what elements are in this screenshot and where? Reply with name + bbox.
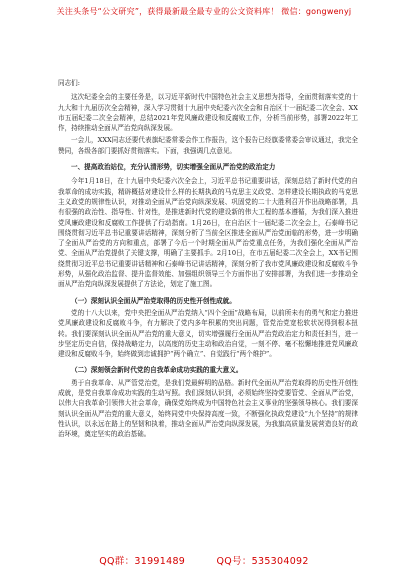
intro-paragraph-2: 一会儿，XXX同志还要代表旗纪委常委会作工作报告，这个报告已经旗委常委会审议通过，我完全赞同，各级各部门要抓好贯彻落实。下面，我强调几点意见。 xyxy=(58,136,358,155)
document-body xyxy=(58,78,358,442)
subsection-heading-a-text: （一）深刻认识全面从严治党取得的历史性开创性成就。 xyxy=(71,296,236,305)
qq-group-text: QQ群：31991489 xyxy=(99,556,186,567)
intro-paragraph-1: 这次纪委全会的主要任务是，以习近平新时代中国特色社会主义思想为指导，全面贯彻落实党的十九大和十九届历次全会精神，深入学习贯彻十九届中央纪委六次全会和自治区十一届纪委二次全会、XX市五届纪委二次全会精神，总结2021年党风廉政建设和反腐败工作，分析当前形势，部署2022年工作，持续推动全面从严治党向纵深发展。 xyxy=(58,93,358,133)
promo-banner: 关注头条号“公文研究”，获得最新最全最专业的公文资料库！ 微信：gongwenyj xyxy=(56,7,352,16)
subsection-heading-a xyxy=(58,296,358,306)
qq-number-text: QQ号：535304092 xyxy=(216,556,309,567)
salutation: 同志们: xyxy=(58,79,81,87)
section-heading-1: 一、提高政治站位，充分认清形势，切实增强全面从严治党的政治定力 xyxy=(71,163,276,172)
subsection-heading-b-text: （二）深刻领会新时代党的自我革命成功实践的重大意义。 xyxy=(71,366,243,375)
subsection-heading-b xyxy=(58,365,358,375)
contact-footer xyxy=(0,553,408,567)
section-1-paragraph: 今年1月18日，在十九届中央纪委六次全会上，习近平总书记重要讲话，深刻总结了新时代党的自我革命的成功实践，精辟概括对建设什么样的长期执政的马克思主义政党、怎样建设长期执政的马克思主义政党的规律性认识，对推动全面从严治党向纵深发展、巩固党的二十大胜利召开作出战略部署，具有很强的政治性、指导性、针对性，是推进新时代党的建设新的伟大工程的基本遵循，为我们深入推进党风廉政建设和反腐败工作提供了行动指南。1月26日，在自治区十一届纪委二次全会上，石泰峰书记围绕贯彻习近平总书记重要讲话精神，深刻分析了当前全区推进全面从严治党面临的形势，进一步明确了全面从严治党的方向和重点，部署了今后一个时期全面从严治党重点任务，为我们强化全面从严治党、全面从严治党提供了关键支撑，明确了主要抓手。2月10日，在市五届纪委二次全会上，XX书记围绕贯彻习近平总书记重要讲话精神和石泰峰书记讲话精神，深刻分析了我市党风廉政建设和反腐败斗争形势，从强化政治监督、提升监督效能、加强组织领导三个方面作出了安排部署，为我们进一步推动全面从严治党向纵深发展提供了方法论，划定了施工图。 xyxy=(58,177,358,289)
subsection-b-paragraph: 勇于自我革命、从严管党治党，是我们党最鲜明的品格。新时代全面从严治党取得的历史性开创性成就，是党自我革命成功实践的生动写照。我们深刻认识到，必须始终坚持党要管党、全面从严治党，以伟大自我革命引领伟大社会革命，确保党始终成为中国特色社会主义事业的坚强领导核心。我们要深刻认识全面从严治党的重大意义，始终同党中央保持高度一致，不断强化执政党建设“九个坚持”的规律性认识，以永远在路上的坚韧和执着，推动全面从严治党向纵深发展，为我旗高质量发展营造良好的政治环境，奠定坚实的政治基础。 xyxy=(58,378,358,439)
subsection-a-paragraph: 党的十八大以来，党中央把全面从严治党纳入“四个全面”战略布局，以前所未有的勇气和定力推进党风廉政建设和反腐败斗争，有力解决了党内多年积累的突出问题，管党治党宽松软状况得到根本扭转。我们要深刻认识全面从严治党的重大意义，切实增强履行全面从严治党政治定力和责任担当，进一步坚定历史自信，保持战略定力，以高度的历史主动和政治自觉，一刻不停、毫不松懈地推进党风廉政建设和反腐败斗争，始终做到忠诚拥护“两个确立”、自觉践行“两个维护”。 xyxy=(58,308,358,359)
